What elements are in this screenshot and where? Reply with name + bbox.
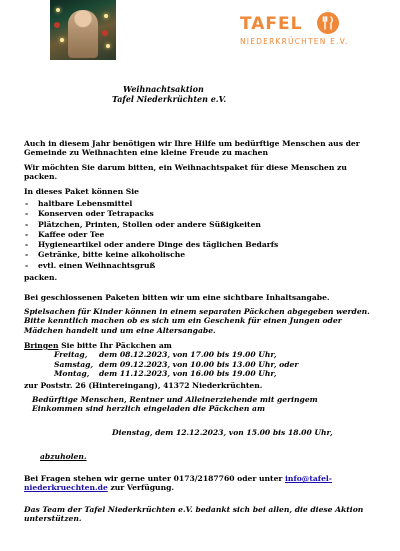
pickup-date: Dienstag, dem 12.12.2023, von 15.00 bis 18.00 Uhr, [112,428,333,437]
bring-line [24,341,374,350]
date-row [54,369,374,379]
header-photo [50,0,116,60]
tafel-logo [240,10,360,56]
list-item: - Konserven oder Tetrapacks [24,209,324,219]
date-row [54,360,374,370]
date-text: dem 09.12.2023, von 10.00 bis 13.00 Uhr, oder [99,359,299,369]
invite-paragraph: Bedürftige Menschen, Rentner und Alleinerziehende mit geringem Einkommen sind herzlich eingeladen die Päckchen am [32,395,318,414]
ornament [54,22,60,28]
tree-light [104,14,108,18]
title-line-1: Weihnachtsaktion [123,84,204,94]
list-item: - evtl. einen Weihnachtsgruß [24,261,324,271]
date-text: dem 08.12.2023, von 17.00 bis 19.00 Uhr, [99,350,277,359]
closed-packages-note: Bei geschlossenen Paketen bitten wir um eine sichtbare Inhaltsangabe. [24,293,330,302]
address-line: zur Poststr. 26 (Hintereingang), 41372 Niederkrüchten. [24,381,263,390]
email-link[interactable]: info@tafel- [285,474,332,483]
email-link-continued[interactable]: niederkruechten.de [24,483,108,493]
list-item: - Hygieneartikel oder andere Dinge des täglichen Bedarfs [24,240,324,250]
intro-paragraph-3: In dieses Paket können Sie [24,187,140,196]
bring-rest: Sie bitte Ihr Päckchen am [58,341,172,350]
contact-paragraph [24,474,374,493]
list-item: - Plätzchen, Printen, Stollen oder andere Süßigkeiten [24,220,324,230]
thanks-paragraph: Das Team der Tafel Niederkrüchten e.V. bedankt sich bei allen, die diese Aktion unterstützen. [24,505,364,524]
title-line-2: Tafel Niederkrüchten e.V. [112,93,227,104]
list-item: - Kaffee oder Tee [24,230,324,240]
packen-text: packen. [24,273,58,282]
intro-paragraph-2: Wir möchten Sie darum bitten, ein Weihnachtspaket für diese Menschen zu packen. [24,163,347,182]
tree-light [56,8,60,12]
tree-light [106,44,110,48]
item-list [24,199,324,271]
logo-subtitle: NIEDERKRÜCHTEN E.V. [240,37,349,46]
contact-after: zur Verfügung. [107,483,175,493]
date-day: Freitag, [54,350,88,359]
date-day: Montag, [54,369,90,379]
date-row [54,350,374,360]
document-title [112,85,272,105]
list-item: - haltbare Lebensmittel [24,199,324,209]
toys-paragraph: Spielsachen für Kinder können in einem separaten Päckchen abgegeben werden. Bitte kenntlich machen ob es sich um ein Geschenk für einen Jungen oder Mädchen handelt und um eine Altersangabe. [24,307,370,335]
intro-paragraph-1: Auch in diesem Jahr benötigen wir Ihre Hilfe um bedürftige Menschen aus der Gemeinde zu Weihnachten eine kleine Freude zu machen [24,139,360,158]
child-figure [68,10,98,58]
list-item: - Getränke, bitte keine alkoholische [24,250,324,260]
date-text: dem 11.12.2023, von 16.00 bis 19.00 Uhr, [99,369,277,379]
logo-name: TAFEL [240,14,303,34]
bring-underlined: Bringen [24,341,59,350]
ornament [102,30,108,36]
abholen-text: abzuholen. [40,452,87,461]
contact-text: Bei Fragen stehen wir gerne unter 0173/2187760 oder unter [24,474,286,483]
fork-knife-icon [317,12,339,34]
date-day: Samstag, [54,359,94,369]
dropoff-dates [54,350,374,379]
tree-light [60,38,64,42]
